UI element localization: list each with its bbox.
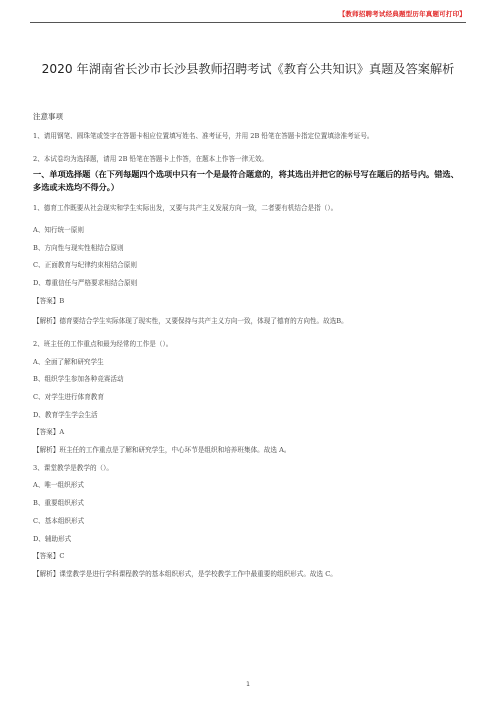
option-d: D、教育学生学会生活: [33, 410, 98, 419]
question-2: [33, 339, 466, 455]
answer-line: 【答案】C: [33, 552, 65, 561]
option-c: C、正面教育与纪律约束相结合原则: [33, 261, 137, 270]
header-banner: 【教师招聘考试经典题型历年真题可打印】: [338, 10, 466, 18]
header-divider: [30, 22, 466, 23]
notice-item: 2、本试卷均为选择题，请用 2B 铅笔在答题卡上作答，在题本上作答一律无效。: [33, 154, 269, 163]
option-c: C、对学生进行体育教育: [33, 393, 104, 401]
question-1: [33, 200, 466, 331]
analysis-line: 【解析】课堂教学是进行学科课程教学的基本组织形式，是学校教学工作中最重要的组织形式。故选 C。: [33, 569, 337, 578]
question-stem: 1、德育工作既要从社会现实和学生实际出发，又要与共产主义发展方向一致，二者要有机结合是指（）。: [33, 203, 338, 212]
section-heading: 一、单项选择题（在下列每题四个选项中只有一个是最符合题意的，将其选出并把它的标号写在题后的括号内。错选、多选或未选均不得分。）: [33, 168, 459, 192]
option-b: B、组织学生参加各种竞赛活动: [33, 375, 124, 384]
answer-line: 【答案】B: [33, 296, 65, 305]
option-d: D、尊重信任与严格要求相结合原则: [33, 279, 138, 288]
option-d: D、辅助形式: [33, 534, 72, 543]
answer-line: 【答案】A: [33, 428, 65, 437]
analysis-line: 【解析】班主任的工作重点是了解和研究学生，中心环节是组织和培养班集体。故选 A。: [33, 446, 291, 455]
question-stem: 3、课堂教学是教学的（）。: [33, 463, 114, 472]
question-3: [33, 463, 466, 579]
document-title: 2020 年湖南省长沙市长沙县教师招聘考试《教育公共知识》真题及答案解析: [41, 62, 455, 76]
option-c: C、基本组织形式: [33, 516, 85, 525]
option-a: A、知行统一原则: [33, 226, 84, 234]
notice-item: 1、请用钢笔、圆珠笔或签字在答题卡相应位置填写姓名、准考证号，并用 2B 铅笔在答题卡指定位置填涂准考证号。: [33, 132, 374, 140]
question-stem: 2、班主任的工作重点和最为经常的工作是（）。: [33, 339, 173, 348]
analysis-line: 【解析】德育要结合学生实际体现了现实性，又要保持与共产主义方向一致，体现了德育的方向性。故选B。: [33, 317, 348, 326]
page-number: 1: [246, 681, 250, 688]
document-body: [33, 112, 466, 587]
notice-heading: 注意事项: [33, 112, 63, 121]
option-a: A、唯一组织形式: [33, 481, 84, 490]
option-a: A、全面了解和研究学生: [33, 357, 104, 366]
option-b: B、方向性与现实性相结合原则: [33, 243, 124, 252]
option-b: B、重要组织形式: [33, 499, 85, 508]
